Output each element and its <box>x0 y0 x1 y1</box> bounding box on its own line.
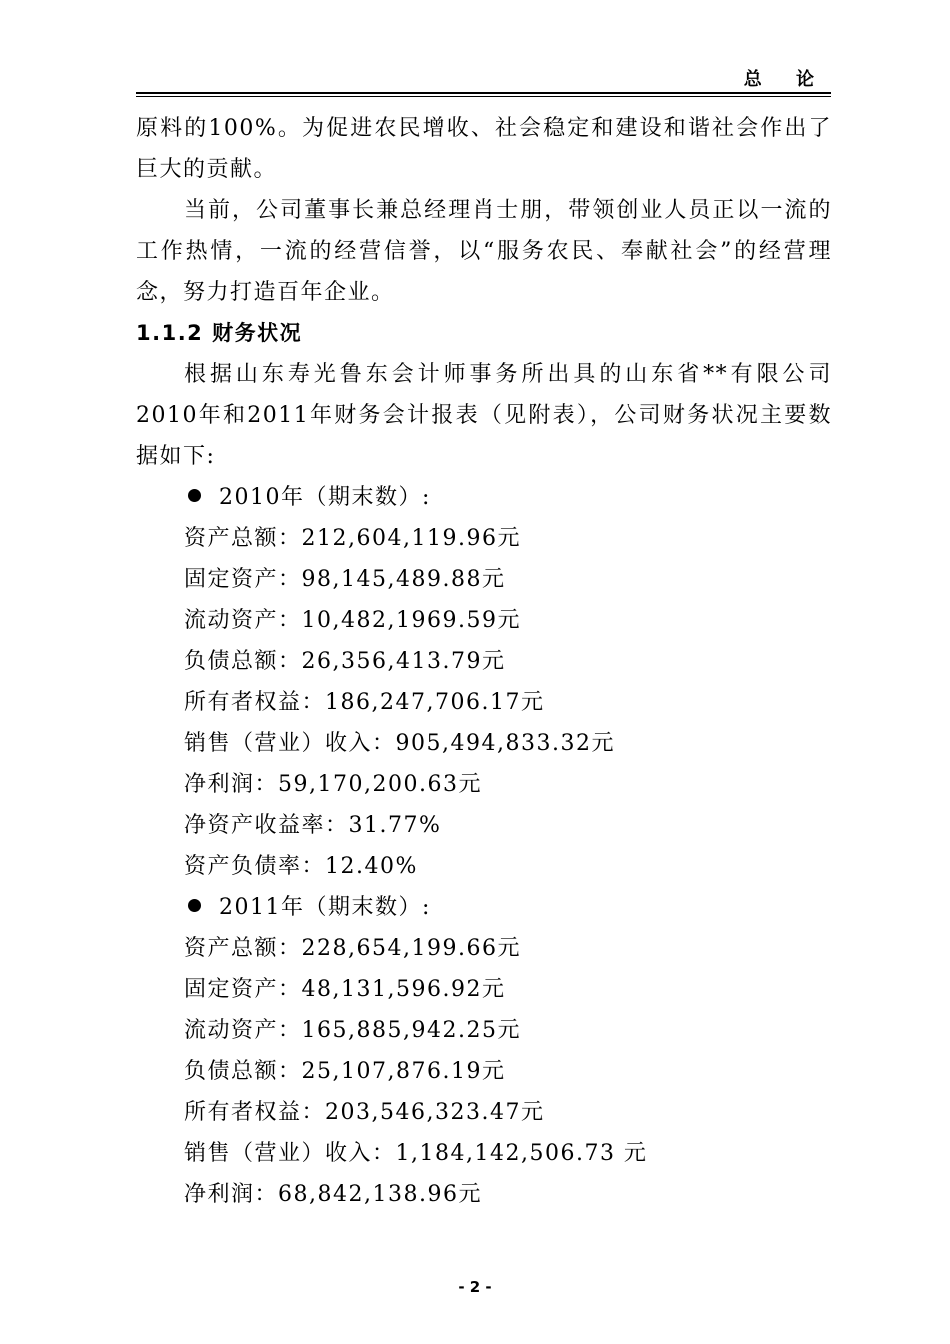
data-line: 负债总额：25,107,876.19元 <box>184 1059 506 1084</box>
page-number: - 2 - <box>458 1278 492 1296</box>
data-line: 固定资产：48,131,596.92元 <box>184 977 506 1002</box>
bullet-2010 <box>136 477 832 518</box>
data-line: 所有者权益：203,546,323.47元 <box>184 1100 545 1125</box>
paragraph-chairman: 当前，公司董事长兼总经理肖士朋，带领创业人员正以一流的工作热情，一流的经营信誉，以“服务农民、奉献社会”的经营理念，努力打造百年企业。 <box>136 198 832 305</box>
data-line: 资产总额：228,654,199.66元 <box>184 936 521 961</box>
header-rule <box>136 92 831 97</box>
running-header-title: 总 论 <box>743 69 828 90</box>
data-line: 净利润：68,842,138.96元 <box>184 1182 482 1207</box>
data-line: 负债总额：26,356,413.79元 <box>184 649 506 674</box>
data-line: 流动资产：10,482,1969.59元 <box>184 608 521 633</box>
page-body <box>136 108 832 1215</box>
data-line: 所有者权益：186,247,706.17元 <box>184 690 545 715</box>
bullet-2011 <box>136 887 832 928</box>
data-line: 净资产收益率：31.77% <box>184 813 442 838</box>
data-line: 销售（营业）收入：905,494,833.32元 <box>184 731 615 756</box>
data-line: 资产负债率：12.40% <box>184 854 418 879</box>
data-line: 净利润：59,170,200.63元 <box>184 772 482 797</box>
bullet-2010-label: 2010年（期末数）: <box>219 485 431 510</box>
bullet-2011-label: 2011年（期末数）: <box>219 895 431 920</box>
data-line: 销售（营业）收入：1,184,142,506.73 元 <box>184 1141 648 1166</box>
bullet-dot-icon <box>188 489 201 502</box>
data-line: 流动资产：165,885,942.25元 <box>184 1018 521 1043</box>
paragraph-financial-intro: 根据山东寿光鲁东会计师事务所出具的山东省**有限公司2010年和2011年财务会计报表（见附表），公司财务状况主要数据如下: <box>136 362 832 469</box>
paragraph-contribution: 原料的100%。为促进农民增收、社会稳定和建设和谐社会作出了巨大的贡献。 <box>136 116 832 182</box>
bullet-dot-icon <box>188 899 201 912</box>
data-line: 资产总额：212,604,119.96元 <box>184 526 521 551</box>
data-line: 固定资产：98,145,489.88元 <box>184 567 506 592</box>
section-heading-financial-status: 1.1.2 财务状况 <box>136 321 303 345</box>
